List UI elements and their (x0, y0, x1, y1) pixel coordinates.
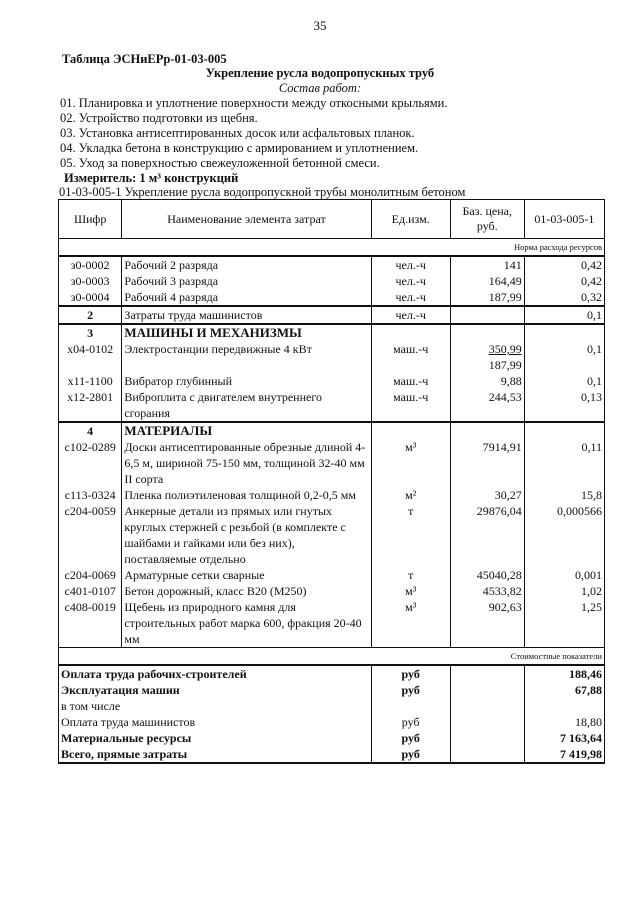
table-row (59, 599, 605, 648)
cell-norm: 0,001 (524, 567, 604, 583)
table-row (59, 256, 605, 273)
resource-table (58, 199, 605, 764)
cell-unit: чел.-ч (371, 289, 450, 306)
cell-name: Вибратор глубинный (122, 373, 371, 389)
cell-unit: м² (371, 487, 450, 503)
cell-price: 902,63 (450, 599, 524, 648)
section-title: МАТЕРИАЛЫ (122, 422, 371, 439)
cell-norm: 0,11 (524, 439, 604, 487)
table-row (59, 289, 605, 306)
summary-value: 67,88 (524, 682, 604, 698)
summary-unit: руб (371, 665, 450, 682)
header-code: Шифр (59, 200, 122, 239)
cell-norm: 0,42 (524, 256, 604, 273)
header-price: Баз. цена, руб. (450, 200, 524, 239)
work-item: 04. Укладка бетона в конструкцию с армированием и уплотнением. (60, 141, 419, 155)
cell-code: з0-0004 (59, 289, 122, 306)
cell-norm: 0,1 (524, 341, 604, 373)
cell-unit: маш.-ч (371, 373, 450, 389)
document-subtitle: Укрепление русла водопропускных труб (205, 66, 435, 80)
work-item: 02. Устройство подготовки из щебня. (60, 111, 258, 125)
price-value-secondary: 187,99 (488, 358, 522, 372)
summary-unit: руб (371, 714, 450, 730)
cell-name: Электростанции передвижные 4 кВт (122, 341, 371, 373)
work-item: 01. Планировка и уплотнение поверхности между откосными крыльями. (60, 96, 448, 110)
summary-row (59, 698, 605, 714)
cell-unit: чел.-ч (371, 256, 450, 273)
cell-name: Анкерные детали из прямых или гнутых круглых стержней с резьбой (в комплекте с шайбами и гайками или без них), поставляемые отдельно (122, 503, 371, 567)
cell-code: з0-0003 (59, 273, 122, 289)
cell-name: Рабочий 4 разряда (122, 289, 371, 306)
cell-norm: 0,1 (524, 373, 604, 389)
table-row (59, 583, 605, 599)
summary-label: в том числе (59, 698, 372, 714)
section-row (59, 422, 605, 439)
document-title: Таблица ЭСНиЕРр-01-03-005 (62, 52, 227, 66)
section-title: МАШИНЫ И МЕХАНИЗМЫ (122, 324, 371, 341)
cell-unit: маш.-ч (371, 341, 450, 373)
table-row (59, 439, 605, 487)
cell-name: Рабочий 3 разряда (122, 273, 371, 289)
table-row (59, 503, 605, 567)
cell-price: 9,88 (450, 373, 524, 389)
summary-unit (371, 698, 450, 714)
table-row (59, 306, 605, 324)
table-row (59, 273, 605, 289)
cell-norm: 1,25 (524, 599, 604, 648)
cell-price: 30,27 (450, 487, 524, 503)
work-item: 03. Установка антисептированных досок или асфальтовых планок. (60, 126, 415, 140)
cell-norm: 0,42 (524, 273, 604, 289)
works-header: Состав работ: (278, 81, 362, 95)
cell-price (450, 341, 524, 373)
band-row (59, 239, 605, 257)
cell-price (450, 306, 524, 324)
summary-unit: руб (371, 682, 450, 698)
cell-unit: м³ (371, 439, 450, 487)
summary-value: 7 419,98 (524, 746, 604, 763)
cell-code: с204-0059 (59, 503, 122, 567)
summary-row (59, 730, 605, 746)
cell-code: с102-0289 (59, 439, 122, 487)
measurer: Измеритель: 1 м³ конструкций (64, 171, 239, 185)
cell-code: с408-0019 (59, 599, 122, 648)
cell-name: Затраты труда машинистов (122, 306, 371, 324)
table-row (59, 341, 605, 373)
cell-norm: 0,1 (524, 306, 604, 324)
cell-price: 7914,91 (450, 439, 524, 487)
work-list (60, 96, 448, 171)
summary-value: 7 163,64 (524, 730, 604, 746)
cell-unit: маш.-ч (371, 389, 450, 422)
cell-unit: т (371, 503, 450, 567)
header-unit: Ед.изм. (371, 200, 450, 239)
band-row (59, 648, 605, 666)
cell-name: Арматурные сетки сварные (122, 567, 371, 583)
table-header-row (59, 200, 605, 239)
cell-name: Бетон дорожный, класс В20 (М250) (122, 583, 371, 599)
cell-code: з0-0002 (59, 256, 122, 273)
cell-code: с113-0324 (59, 487, 122, 503)
cell-norm: 0,000566 (524, 503, 604, 567)
cell-unit: чел.-ч (371, 306, 450, 324)
cell-norm: 0,32 (524, 289, 604, 306)
table-row (59, 373, 605, 389)
cell-unit: м³ (371, 583, 450, 599)
summary-value (524, 698, 604, 714)
cell-price: 187,99 (450, 289, 524, 306)
summary-row (59, 665, 605, 682)
cell-name: Рабочий 2 разряда (122, 256, 371, 273)
cell-norm: 0,13 (524, 389, 604, 422)
summary-row (59, 682, 605, 698)
header-norm: 01-03-005-1 (524, 200, 604, 239)
section-row (59, 324, 605, 341)
cell-unit: чел.-ч (371, 273, 450, 289)
section-code: 3 (59, 324, 122, 341)
cell-name: Виброплита с двигателем внутреннего сгорания (122, 389, 371, 422)
section-code: 4 (59, 422, 122, 439)
cell-price: 164,49 (450, 273, 524, 289)
summary-unit: руб (371, 746, 450, 763)
price-value: 350,99 (488, 342, 522, 356)
cell-unit: т (371, 567, 450, 583)
summary-label: Материальные ресурсы (59, 730, 372, 746)
table-row (59, 487, 605, 503)
band-cost: Стоимостные показатели (59, 648, 605, 666)
work-item: 05. Уход за поверхностью свежеуложенной бетонной смеси. (60, 156, 380, 170)
table-row (59, 567, 605, 583)
cell-name: Щебень из природного камня для строительных работ марка 600, фракция 20-40 мм (122, 599, 371, 648)
cell-unit: м³ (371, 599, 450, 648)
summary-value: 18,80 (524, 714, 604, 730)
summary-label: Оплата труда рабочих-строителей (59, 665, 372, 682)
cell-norm: 1,02 (524, 583, 604, 599)
cell-name: Доски антисептированные обрезные длиной 4-6,5 м, шириной 75-150 мм, толщиной 32-40 мм II сорта (122, 439, 371, 487)
cell-price: 4533,82 (450, 583, 524, 599)
summary-row (59, 714, 605, 730)
summary-unit: руб (371, 730, 450, 746)
cell-code: х04-0102 (59, 341, 122, 373)
cell-price: 29876,04 (450, 503, 524, 567)
cell-code: 2 (59, 306, 122, 324)
summary-label: Оплата труда машинистов (59, 714, 372, 730)
cell-price: 45040,28 (450, 567, 524, 583)
summary-label: Всего, прямые затраты (59, 746, 372, 763)
header-name: Наименование элемента затрат (122, 200, 371, 239)
page-number: 35 (313, 18, 327, 33)
table-caption: 01-03-005-1 Укрепление русла водопропускной трубы монолитным бетоном (59, 185, 466, 199)
cell-norm: 15,8 (524, 487, 604, 503)
cell-code: х12-2801 (59, 389, 122, 422)
cell-price: 141 (450, 256, 524, 273)
cell-code: с401-0107 (59, 583, 122, 599)
summary-row (59, 746, 605, 763)
cell-code: х11-1100 (59, 373, 122, 389)
cell-price: 244,53 (450, 389, 524, 422)
summary-value: 188,46 (524, 665, 604, 682)
summary-label: Эксплуатация машин (59, 682, 372, 698)
table-row (59, 389, 605, 422)
cell-name: Пленка полиэтиленовая толщиной 0,2-0,5 мм (122, 487, 371, 503)
band-norm: Норма расхода ресурсов (59, 239, 605, 257)
cell-code: с204-0069 (59, 567, 122, 583)
